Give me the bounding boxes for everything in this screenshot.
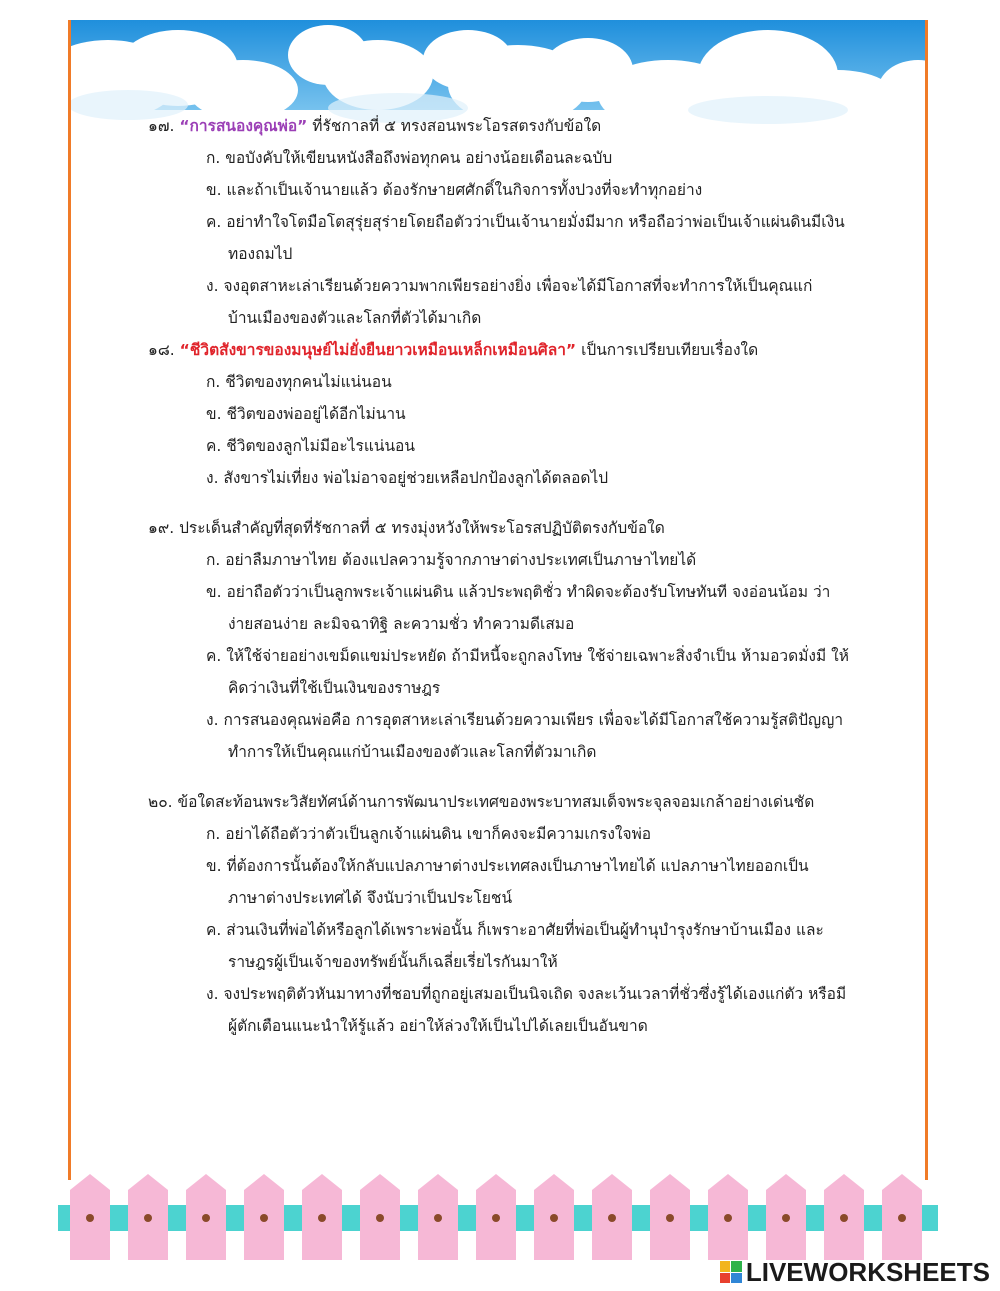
liveworksheets-logo [720, 1256, 990, 1287]
option-label: ค. [206, 647, 222, 665]
option-17-c-cont: ทองถมไป [228, 245, 293, 263]
fence-nail [782, 1214, 790, 1222]
fence-nail [144, 1214, 152, 1222]
option-text: การสนองคุณพ่อคือ การอุตสาหะเล่าเรียนด้วยความเพียร เพื่อจะได้มีโอกาสใช้ความรู้สติปัญญา [223, 711, 844, 729]
option-20-d-cont: ผู้ตักเตือนแนะนำให้รู้แล้ว อย่าให้ล่วงให้เป็นไปได้เลยเป็นอันขาด [228, 1017, 648, 1035]
option-19-d-cont: ทำการให้เป็นคุณแก่บ้านเมืองของตัวและโลกที่ตัวมาเกิด [228, 743, 597, 761]
option-label: ก. [206, 149, 221, 167]
option-19-a[interactable] [148, 544, 848, 576]
option-17-a[interactable] [148, 142, 848, 174]
fence-nail [724, 1214, 732, 1222]
question-20 [148, 786, 848, 818]
option-label: ข. [206, 583, 222, 601]
option-18-b[interactable] [148, 398, 848, 430]
option-text: และถ้าเป็นเจ้านายแล้ว ต้องรักษายศศักดิ์ในกิจการทั้งปวงที่จะทำทุกอย่าง [226, 181, 703, 199]
fence-nail [434, 1214, 442, 1222]
option-20-d[interactable] [148, 978, 848, 1010]
question-text: ที่รัชกาลที่ ๕ ทรงสอนพระโอรสตรงกับข้อใด [312, 117, 602, 135]
option-label: ก. [206, 373, 221, 391]
option-19-b-cont: ง่ายสอนง่าย ละมิจฉาทิฐิ ละความชั่ว ทำความดีเสมอ [228, 615, 575, 633]
option-18-c[interactable] [148, 430, 848, 462]
option-label: ง. [206, 711, 219, 729]
option-text: อย่าทำใจโตมือโตสุรุ่ยสุร่ายโดยถือตัวว่าเป็นเจ้านายมั่งมีมาก หรือถือว่าพ่อเป็นเจ้าแผ่นดินมีเงิน [226, 213, 845, 231]
fence-nail [202, 1214, 210, 1222]
option-text: ที่ต้องการนั้นต้องให้กลับแปลภาษาต่างประเทศลงเป็นภาษาไทยได้ แปลภาษาไทยออกเป็น [226, 857, 809, 875]
option-17-b[interactable] [148, 174, 848, 206]
option-text: ให้ใช้จ่ายอย่างเขม็ดแขม่ประหยัด ถ้ามีหนี้จะถูกลงโทษ ใช้จ่ายเฉพาะสิ่งจำเป็น ห้ามอวดมั่งมี ให้ [226, 647, 849, 665]
option-label: ค. [206, 437, 222, 455]
option-label: ง. [206, 469, 219, 487]
option-label: ง. [206, 985, 219, 1003]
option-18-a[interactable] [148, 366, 848, 398]
option-18-d[interactable] [148, 462, 848, 494]
option-label: ข. [206, 857, 222, 875]
question-number: ๑๗. [148, 117, 175, 135]
option-text: ชีวิตของทุกคนไม่แน่นอน [225, 373, 392, 391]
brand-text: LIVEWORKSHEETS [745, 1256, 990, 1287]
option-label: ข. [206, 181, 222, 199]
fence-nail [550, 1214, 558, 1222]
option-19-c-cont: คิดว่าเงินที่ใช้เป็นเงินของราษฎร [228, 679, 441, 697]
option-label: ค. [206, 213, 222, 231]
question-list [148, 110, 848, 1042]
option-17-d[interactable] [148, 270, 848, 302]
option-19-c[interactable] [148, 640, 848, 672]
fence-nail [608, 1214, 616, 1222]
option-text: จงประพฤติตัวหันมาทางที่ชอบที่ถูกอยู่เสมอเป็นนิจเถิด จงละเว้นเวลาที่ชั่วซึ่งรู้ได้เองแก่ตัว หรือมี [223, 985, 847, 1003]
option-text: ชีวิตของพ่ออยู่ได้อีกไม่นาน [226, 405, 406, 423]
question-17 [148, 110, 848, 142]
option-label: ก. [206, 551, 221, 569]
question-text: เป็นการเปรียบเทียบเรื่องใด [581, 341, 759, 359]
question-18 [148, 334, 848, 366]
option-text: สังขารไม่เที่ยง พ่อไม่อาจอยู่ช่วยเหลือปกป้องลูกได้ตลอดไป [223, 469, 609, 487]
fence-nail [898, 1214, 906, 1222]
option-label: ค. [206, 921, 222, 939]
option-label: ข. [206, 405, 222, 423]
fence-nail [666, 1214, 674, 1222]
fence-nail [318, 1214, 326, 1222]
option-text: อย่าถือตัวว่าเป็นลูกพระเจ้าแผ่นดิน แล้วประพฤติชั่ว ทำผิดจะต้องรับโทษทันที จงอ่อนน้อม ว่า [226, 583, 831, 601]
option-20-c-cont: ราษฎรผู้เป็นเจ้าของทรัพย์นั้นก็เฉลี่ยเรี่ยไรกันมาให้ [228, 953, 558, 971]
option-20-b[interactable] [148, 850, 848, 882]
question-number: ๑๙. [148, 519, 175, 537]
fence-nail [492, 1214, 500, 1222]
option-text: ชีวิตของลูกไม่มีอะไรแน่นอน [226, 437, 415, 455]
option-text: จงอุตสาหะเล่าเรียนด้วยความพากเพียรอย่างยิ่ง เพื่อจะได้มีโอกาสที่จะทำการให้เป็นคุณแก่ [223, 277, 813, 295]
option-20-c[interactable] [148, 914, 848, 946]
option-text: อย่าลืมภาษาไทย ต้องแปลความรู้จากภาษาต่างประเทศเป็นภาษาไทยได้ [225, 551, 697, 569]
question-quote: “ชีวิตสังขารของมนุษย์ไม่ยั่งยืนยาวเหมือนเหล็กเหมือนศิลา” [179, 341, 577, 359]
option-label: ก. [206, 825, 221, 843]
option-text: อย่าได้ถือตัวว่าตัวเป็นลูกเจ้าแผ่นดิน เขาก็คงจะมีความเกรงใจพ่อ [225, 825, 652, 843]
question-number: ๑๘. [148, 341, 175, 359]
option-17-c[interactable] [148, 206, 848, 238]
option-text: ขอบังคับให้เขียนหนังสือถึงพ่อทุกคน อย่างน้อยเดือนละฉบับ [225, 149, 613, 167]
option-text: ส่วนเงินที่พ่อได้หรือลูกได้เพราะพ่อนั้น ก็เพราะอาศัยที่พ่อเป็นผู้ทำนุบำรุงรักษาบ้านเมือง และ [226, 921, 824, 939]
question-quote: “การสนองคุณพ่อ” [179, 117, 308, 135]
question-19 [148, 512, 848, 544]
brand-logo-icon [720, 1261, 742, 1283]
question-text: ประเด็นสำคัญที่สุดที่รัชกาลที่ ๕ ทรงมุ่งหวังให้พระโอรสปฏิบัติตรงกับข้อใด [179, 519, 665, 537]
fence-nail [86, 1214, 94, 1222]
fence-nail [260, 1214, 268, 1222]
option-20-a[interactable] [148, 818, 848, 850]
fence-decoration [58, 1170, 938, 1260]
question-number: ๒๐. [148, 793, 173, 811]
option-19-d[interactable] [148, 704, 848, 736]
fence-nail [840, 1214, 848, 1222]
fence-nail [376, 1214, 384, 1222]
option-label: ง. [206, 277, 219, 295]
option-19-b[interactable] [148, 576, 848, 608]
question-text: ข้อใดสะท้อนพระวิสัยทัศน์ด้านการพัฒนาประเทศของพระบาทสมเด็จพระจุลจอมเกล้าอย่างเด่นชัด [177, 793, 815, 811]
option-20-b-cont: ภาษาต่างประเทศได้ จึงนับว่าเป็นประโยชน์ [228, 889, 513, 907]
option-17-d-cont: บ้านเมืองของตัวและโลกที่ตัวได้มาเกิด [228, 309, 482, 327]
